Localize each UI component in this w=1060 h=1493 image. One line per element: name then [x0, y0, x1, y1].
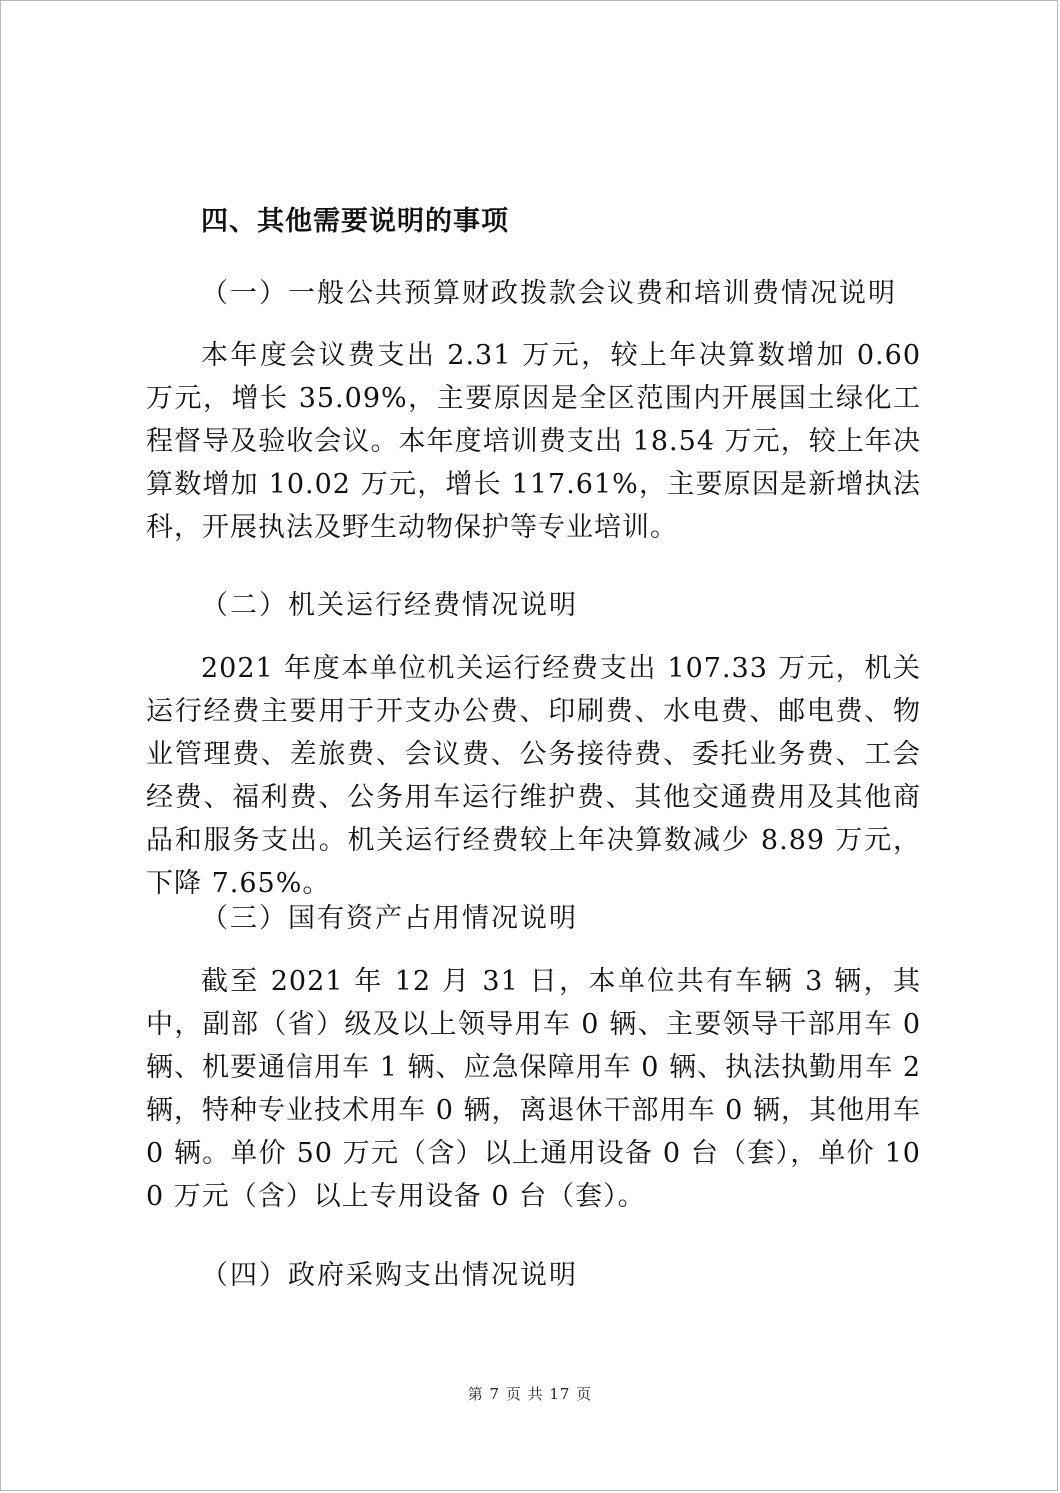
paragraph-state-assets: 截至 2021 年 12 月 31 日，本单位共有车辆 3 辆，其中，副部（省）级及以上领导用车 0 辆、主要领导干部用车 0 辆、机要通信用车 1 辆、应急保障用车 0 辆、执法执勤用车 2 辆，特种专业技术用车 0 辆，离退休干部用车 0 辆，其他用车 0 辆。单价 50 万元（含）以上通用设备 0 台（套），单价 100 万元（含）以上专用设备 0 台（套）。	[146, 966, 921, 1212]
section-title: 四、其他需要说明的事项	[201, 206, 509, 237]
page-number-footer: 第 7 页 共 17 页	[467, 1385, 593, 1403]
paragraph-meeting-training: 本年度会议费支出 2.31 万元，较上年决算数增加 0.60 万元，增长 35.09%，主要原因是全区范围内开展国土绿化工程督导及验收会议。本年度培训费支出 18.54 万元，较上年决算数增加 10.02 万元，增长 117.61%，主要原因是新增执法科，开展执法及野生动物保护等专业培训。	[146, 340, 921, 543]
subsection-heading-4: （四）政府采购支出情况说明	[201, 1260, 578, 1291]
subsection-heading-1: （一）一般公共预算财政拨款会议费和培训费情况说明	[201, 278, 897, 309]
subsection-heading-2: （二）机关运行经费情况说明	[201, 590, 578, 621]
paragraph-operating-expenses: 2021 年度本单位机关运行经费支出 107.33 万元，机关运行经费主要用于开支办公费、印刷费、水电费、邮电费、物业管理费、差旅费、会议费、公务接待费、委托业务费、工会经费、福利费、公务用车运行维护费、其他交通费用及其他商品和服务支出。机关运行经费较上年决算数减少 8.89 万元，下降 7.65%。	[146, 653, 921, 899]
subsection-heading-3: （三）国有资产占用情况说明	[201, 903, 578, 934]
